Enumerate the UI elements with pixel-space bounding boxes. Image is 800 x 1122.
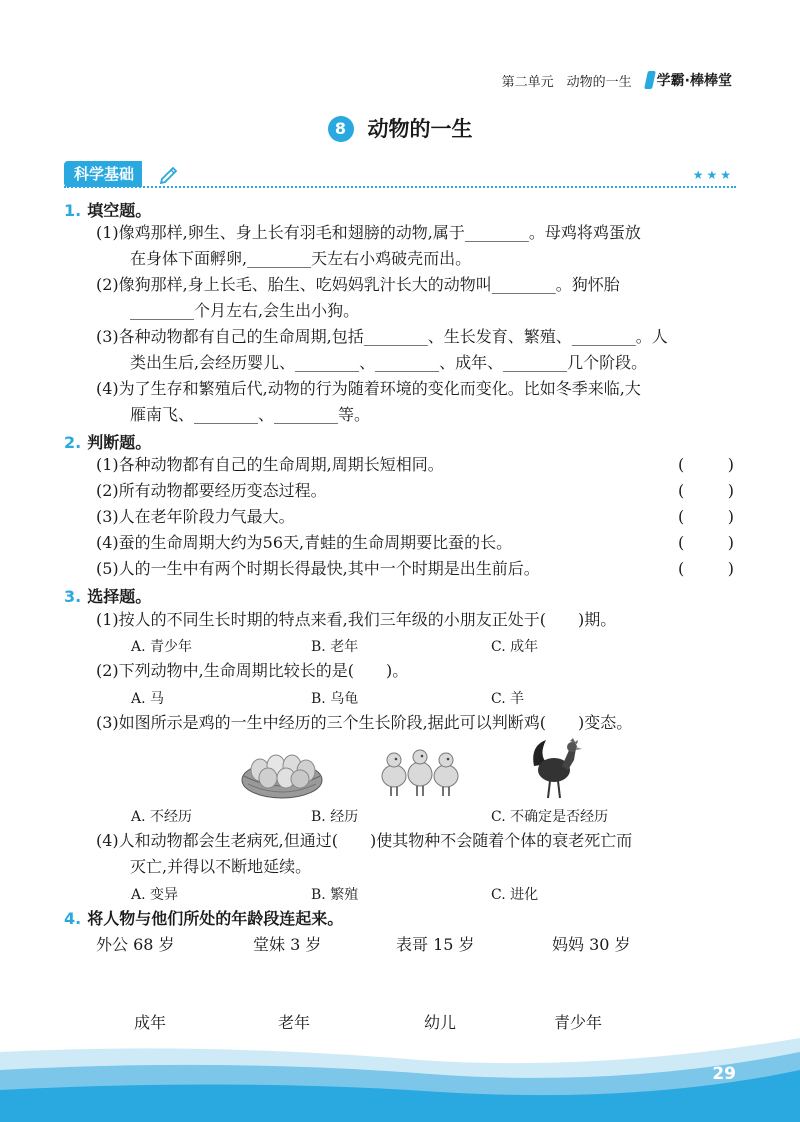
person-label[interactable]: 外公 68 岁 bbox=[96, 935, 175, 954]
q1-line: 类出生后,会经历婴儿、________、________、成年、________几个阶段。 bbox=[130, 353, 648, 372]
page-number: 29 bbox=[712, 1064, 736, 1084]
stage-label[interactable]: 老年 bbox=[278, 1013, 311, 1032]
q3-stem: 灭亡,并得以不断地延续。 bbox=[130, 857, 312, 876]
q1-title: 填空题。 bbox=[87, 201, 152, 220]
q4-title: 将人物与他们所处的年龄段连起来。 bbox=[87, 909, 344, 928]
q3-stem: (4)人和动物都会生老病死,但通过( )使其物种不会随着个体的衰老死亡而 bbox=[96, 831, 633, 850]
q1-number: 1. bbox=[64, 201, 82, 220]
eggs-basket-image bbox=[240, 740, 324, 800]
q3-stem: (2)下列动物中,生命周期比较长的是( )。 bbox=[96, 661, 409, 680]
person-label[interactable]: 堂妹 3 岁 bbox=[253, 935, 322, 954]
q2-title: 判断题。 bbox=[87, 433, 152, 452]
running-header bbox=[502, 70, 732, 90]
unit-label: 第二单元 动物的一生 bbox=[501, 74, 632, 90]
q1-line: (1)像鸡那样,卵生、身上长有羽毛和翅膀的动物,属于________。母鸡将鸡蛋放 bbox=[96, 223, 641, 242]
q4-number: 4. bbox=[64, 909, 82, 928]
person-label[interactable]: 表哥 15 岁 bbox=[396, 935, 475, 954]
stage-label[interactable]: 青少年 bbox=[554, 1013, 603, 1032]
option-a[interactable]: A. 青少年 bbox=[131, 639, 193, 655]
stage-label[interactable]: 幼儿 bbox=[424, 1013, 457, 1032]
option-b[interactable]: B. 繁殖 bbox=[311, 887, 359, 903]
q1-heading bbox=[64, 198, 151, 221]
answer-parentheses[interactable] bbox=[678, 533, 734, 552]
answer-parentheses[interactable] bbox=[678, 481, 734, 500]
person-label[interactable]: 妈妈 30 岁 bbox=[552, 935, 631, 954]
q3-options bbox=[131, 636, 671, 656]
option-b[interactable]: B. 老年 bbox=[311, 639, 359, 655]
option-c[interactable]: C. 进化 bbox=[491, 887, 539, 903]
q2-item: (3)人在老年阶段力气最大。 bbox=[96, 507, 295, 526]
q1-line: (3)各种动物都有自己的生命周期,包括________、生长发育、繁殖、________。人 bbox=[96, 327, 668, 346]
q1-line: (2)像狗那样,身上长毛、胎生、吃妈妈乳汁长大的动物叫________。狗怀胎 bbox=[96, 275, 620, 294]
q3-stem: (1)按人的不同生长时期的特点来看,我们三年级的小朋友正处于( )期。 bbox=[96, 610, 617, 629]
option-a[interactable]: A. 变异 bbox=[131, 887, 179, 903]
q2-heading bbox=[64, 430, 151, 453]
q1-line: ________个月左右,会生出小狗。 bbox=[130, 301, 360, 320]
answer-parentheses[interactable] bbox=[678, 455, 734, 474]
paren-close: ) bbox=[727, 481, 734, 500]
q3-options bbox=[131, 688, 671, 708]
option-a[interactable]: A. 马 bbox=[131, 691, 165, 707]
brand-mark-icon bbox=[644, 71, 656, 89]
q1-line: 在身体下面孵卵,________天左右小鸡破壳而出。 bbox=[130, 249, 472, 268]
paren-close: ) bbox=[727, 533, 734, 552]
section-divider bbox=[64, 186, 736, 188]
lesson-title-text: 动物的一生 bbox=[367, 117, 473, 141]
q1-line: (4)为了生存和繁殖后代,动物的行为随着环境的变化而变化。比如冬季来临,大 bbox=[96, 379, 641, 398]
section-tag: 科学基础 bbox=[64, 161, 142, 187]
q3-heading bbox=[64, 584, 151, 607]
q4-heading bbox=[64, 906, 343, 929]
paren-close: ) bbox=[727, 507, 734, 526]
paren-close: ) bbox=[727, 455, 734, 474]
q2-item: (5)人的一生中有两个时期长得最快,其中一个时期是出生前后。 bbox=[96, 559, 540, 578]
paren-open: ( bbox=[678, 507, 685, 526]
paren-open: ( bbox=[678, 533, 685, 552]
q2-item: (2)所有动物都要经历变态过程。 bbox=[96, 481, 327, 500]
q3-stem: (3)如图所示是鸡的一生中经历的三个生长阶段,据此可以判断鸡( )变态。 bbox=[96, 713, 633, 732]
paren-close: ) bbox=[727, 559, 734, 578]
paren-open: ( bbox=[678, 455, 685, 474]
q3-options bbox=[131, 806, 671, 826]
q2-item: (4)蚕的生命周期大约为56天,青蛙的生命周期要比蚕的长。 bbox=[96, 533, 513, 552]
option-c[interactable]: C. 羊 bbox=[491, 691, 525, 707]
chicks-image bbox=[378, 744, 462, 800]
q3-number: 3. bbox=[64, 587, 82, 606]
q2-number: 2. bbox=[64, 433, 82, 452]
option-a[interactable]: A. 不经历 bbox=[131, 809, 193, 825]
option-b[interactable]: B. 乌龟 bbox=[311, 691, 359, 707]
option-c[interactable]: C. 成年 bbox=[491, 639, 539, 655]
pencil-icon bbox=[158, 162, 180, 184]
paren-open: ( bbox=[678, 481, 685, 500]
paren-open: ( bbox=[678, 559, 685, 578]
answer-parentheses[interactable] bbox=[678, 559, 734, 578]
people-row bbox=[96, 932, 696, 956]
q3-title: 选择题。 bbox=[87, 587, 152, 606]
brand-name: 学霸·棒棒堂 bbox=[656, 73, 732, 89]
footer-wave bbox=[0, 1012, 800, 1122]
option-c[interactable]: C. 不确定是否经历 bbox=[491, 809, 609, 825]
q3-options bbox=[131, 884, 671, 904]
option-b[interactable]: B. 经历 bbox=[311, 809, 359, 825]
rooster-image bbox=[528, 736, 584, 802]
q1-line: 雁南飞、________、________等。 bbox=[130, 405, 371, 424]
answer-parentheses[interactable] bbox=[678, 507, 734, 526]
brand-logo bbox=[646, 70, 732, 90]
q2-item: (1)各种动物都有自己的生命周期,周期长短相同。 bbox=[96, 455, 444, 474]
lesson-title bbox=[0, 113, 800, 143]
difficulty-stars: ★★★ bbox=[692, 168, 734, 182]
stage-label[interactable]: 成年 bbox=[134, 1013, 167, 1032]
lesson-number-badge: 8 bbox=[328, 116, 354, 142]
